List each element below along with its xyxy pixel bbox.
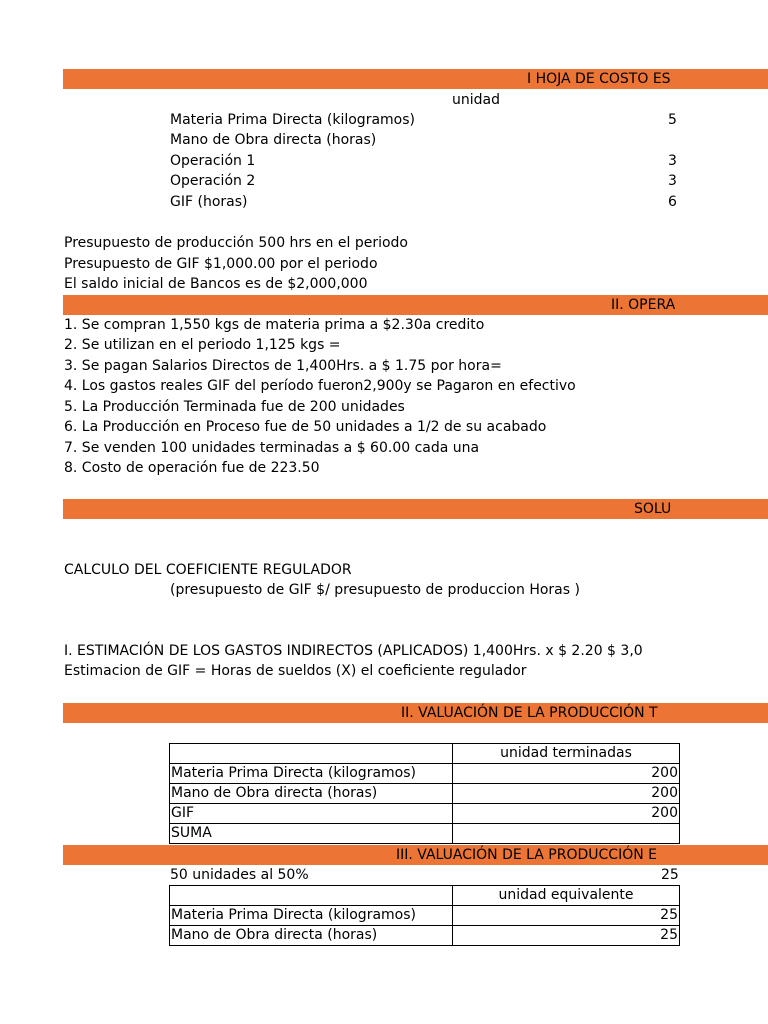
coefficient-formula: (presupuesto de GIF $/ presupuesto de produccion Horas ): [170, 582, 580, 598]
section-title-operations: II. OPERA: [611, 297, 676, 313]
cost-row-value: 5: [668, 112, 677, 128]
estimation-line: I. ESTIMACIÓN DE LOS GASTOS INDIRECTOS (APLICADOS) 1,400Hrs. x $ 2.20 $ 3,0: [64, 643, 643, 659]
cost-row-label: Operación 2: [170, 173, 256, 189]
table-row-value: 200: [453, 784, 680, 804]
table-row-label: Mano de Obra directa (horas): [170, 926, 453, 946]
finished-production-table: [169, 743, 680, 844]
unit-column-header: unidad: [452, 92, 500, 108]
budget-line: Presupuesto de GIF $1,000.00 por el periodo: [64, 256, 378, 272]
section-title-finished-production: II. VALUACIÓN DE LA PRODUCCIÓN T: [401, 705, 658, 721]
equivalent-units-value: 25: [661, 867, 679, 883]
cost-row-label: GIF (horas): [170, 194, 248, 210]
cost-row-value: 3: [668, 173, 677, 189]
table-row-value: 200: [453, 804, 680, 824]
table-row: [170, 804, 680, 824]
table-cell-empty: [170, 744, 453, 764]
section-header-bar-process-production: [63, 845, 768, 865]
section-header-bar-solution: [63, 499, 768, 519]
operation-item: 3. Se pagan Salarios Directos de 1,400Hrs. a $ 1.75 por hora=: [64, 358, 502, 374]
table-row-value: 25: [453, 906, 680, 926]
table-row-value: 25: [453, 926, 680, 946]
process-production-table: [169, 885, 680, 946]
table-cell-empty: [170, 886, 453, 906]
cost-row-value: 3: [668, 153, 677, 169]
table-row: [170, 926, 680, 946]
operation-item: 6. La Producción en Proceso fue de 50 unidades a 1/2 de su acabado: [64, 419, 547, 435]
table-header-cell: unidad terminadas: [453, 744, 680, 764]
table-row: [170, 784, 680, 804]
operation-item: 2. Se utilizan en el periodo 1,125 kgs =: [64, 337, 341, 353]
coefficient-title: CALCULO DEL COEFICIENTE REGULADOR: [64, 562, 352, 578]
operation-item: 4. Los gastos reales GIF del período fueron2,900y se Pagaron en efectivo: [64, 378, 576, 394]
section-header-bar-finished-production: [63, 703, 768, 723]
estimation-line-clip: [64, 641, 678, 661]
section-title-process-production: III. VALUACIÓN DE LA PRODUCCIÓN E: [396, 847, 657, 863]
table-row-label: GIF: [170, 804, 453, 824]
equivalent-units-note: 50 unidades al 50%: [170, 867, 309, 883]
table-row: [170, 906, 680, 926]
table-header-cell: unidad equivalente: [453, 886, 680, 906]
table-header-row: [170, 886, 680, 906]
budget-line: El saldo inicial de Bancos es de $2,000,000: [64, 276, 368, 292]
operation-item: 5. La Producción Terminada fue de 200 unidades: [64, 399, 405, 415]
cost-row-value: 6: [668, 194, 677, 210]
cost-row-label: Mano de Obra directa (horas): [170, 132, 377, 148]
operation-item: 7. Se venden 100 unidades terminadas a $ 60.00 cada una: [64, 440, 480, 456]
table-row: [170, 824, 680, 844]
section-title-solution: SOLU: [634, 501, 672, 517]
table-header-row: [170, 744, 680, 764]
operation-item: 8. Costo de operación fue de 223.50: [64, 460, 320, 476]
section-header-bar-cost-sheet: [63, 69, 768, 89]
table-row-label: Mano de Obra directa (horas): [170, 784, 453, 804]
cost-row-label: Materia Prima Directa (kilogramos): [170, 112, 415, 128]
cost-row-label: Operación 1: [170, 153, 256, 169]
table-row-label: Materia Prima Directa (kilogramos): [170, 906, 453, 926]
budget-line: Presupuesto de producción 500 hrs en el periodo: [64, 235, 408, 251]
section-header-bar-operations: [63, 295, 768, 315]
table-row-label: SUMA: [170, 824, 453, 844]
table-row-label: Materia Prima Directa (kilogramos): [170, 764, 453, 784]
estimation-formula: Estimacion de GIF = Horas de sueldos (X) el coeficiente regulador: [64, 663, 527, 679]
operation-item: 1. Se compran 1,550 kgs de materia prima a $2.30a credito: [64, 317, 485, 333]
section-title-cost-sheet: I HOJA DE COSTO ES: [527, 71, 671, 87]
table-row-value: 200: [453, 764, 680, 784]
table-row-value: [453, 824, 680, 844]
table-row: [170, 764, 680, 784]
